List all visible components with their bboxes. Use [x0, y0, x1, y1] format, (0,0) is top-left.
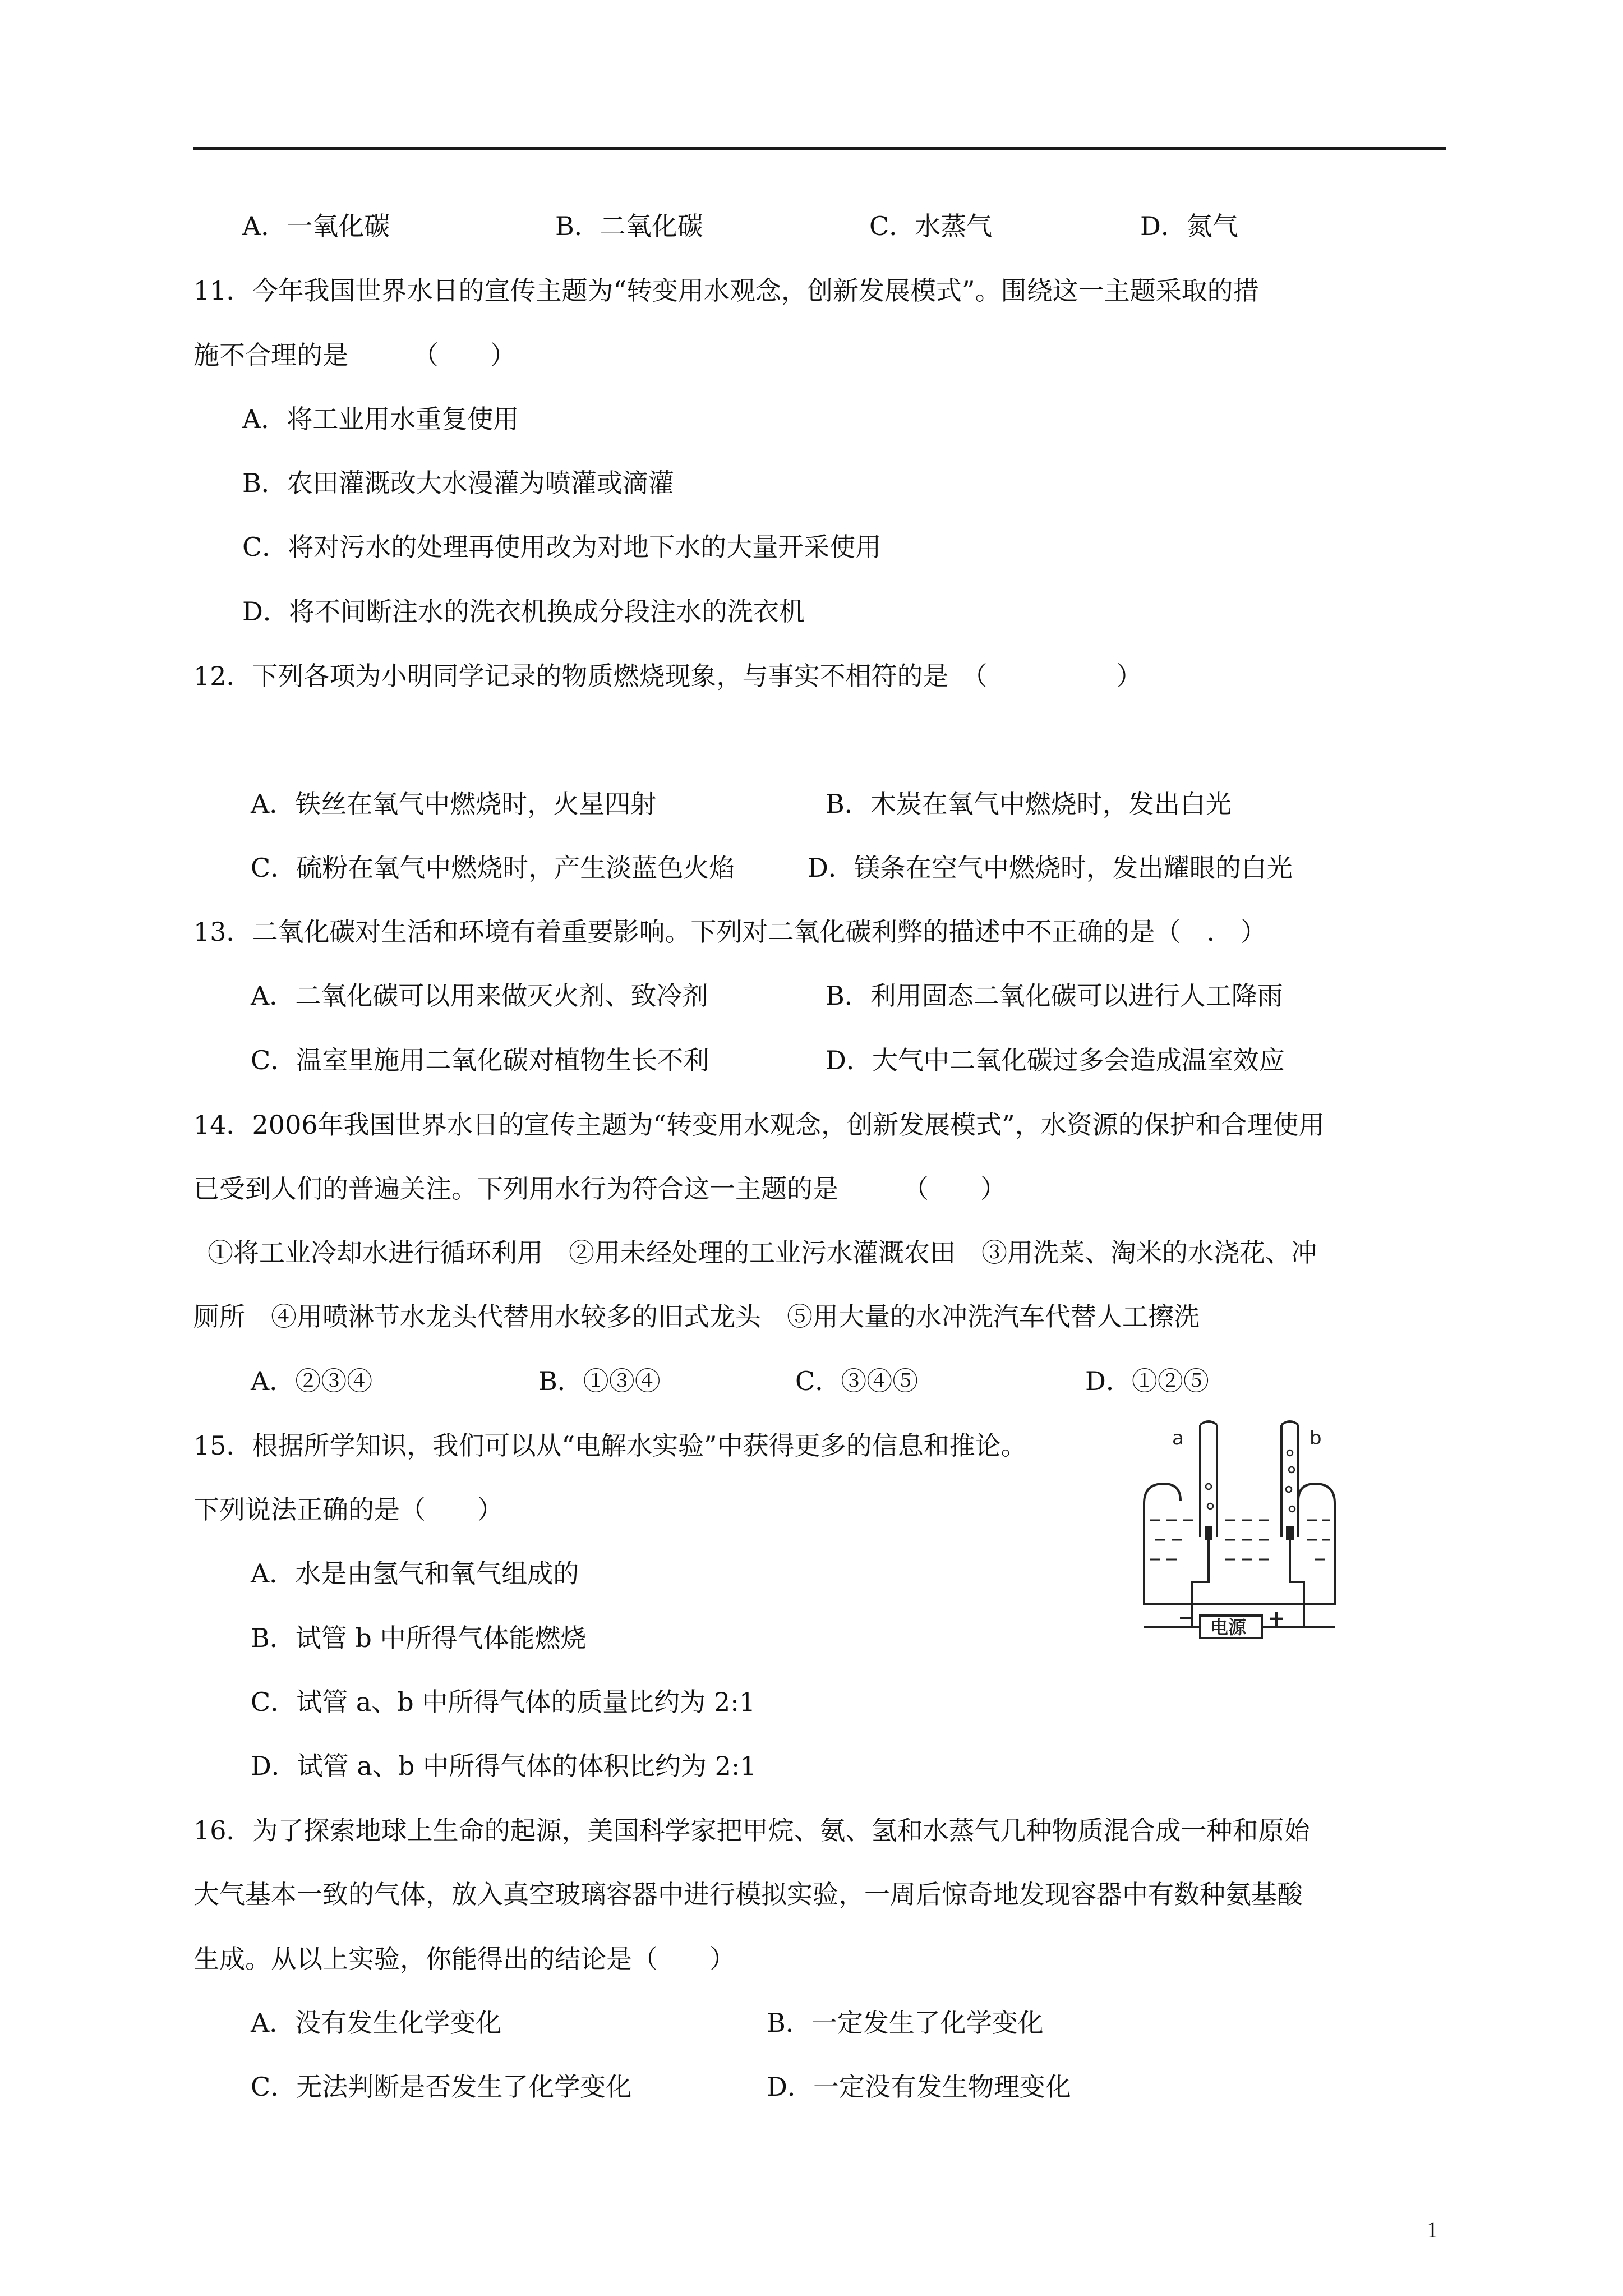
q15-option-b: B．试管 b 中所得气体能燃烧 [251, 1623, 587, 1653]
page-number: 1 [1427, 2217, 1438, 2242]
q16-option-a: A．没有发生化学变化 [251, 2008, 502, 2038]
q14-items-line1: ①将工业冷却水进行循环利用 ②用未经处理的工业污水灌溉农田 ③用洗菜、淘米的水浇花、冲 [208, 1237, 1317, 1268]
q11-option-c: C．将对污水的处理再使用改为对地下水的大量开采使用 [242, 532, 882, 562]
q15-stem-line1: 15．根据所学知识，我们可以从“电解水实验”中获得更多的信息和推论。 [193, 1430, 1027, 1461]
tube-b-label: b [1310, 1427, 1322, 1450]
electrode-b [1286, 1526, 1294, 1540]
q10-option-c: C．水蒸气 [869, 211, 993, 241]
wire-right [1290, 1537, 1304, 1627]
q10-option-d: D．氮气 [1140, 211, 1238, 241]
q14-option-c: C．③④⑤ [795, 1366, 919, 1396]
q16-stem-line1: 16．为了探索地球上生命的起源，美国科学家把甲烷、氨、氢和水蒸气几种物质混合成一种和原始 [193, 1815, 1310, 1846]
q16-option-d: D．一定没有发生物理变化 [767, 2072, 1071, 2102]
tube-a [1200, 1421, 1217, 1537]
electrolysis-apparatus-diagram [1133, 1419, 1346, 1644]
q12-option-c: C．硫粉在氧气中燃烧时，产生淡蓝色火焰 [251, 853, 735, 883]
header-rule [193, 147, 1446, 150]
electrode-a [1205, 1526, 1212, 1540]
vessel-outline [1144, 1503, 1335, 1604]
q15-option-d: D．试管 a、b 中所得气体的体积比约为 2:1 [251, 1751, 757, 1781]
q16-stem-line3: 生成。从以上实验，你能得出的结论是（ ） [193, 1944, 735, 1974]
q14-option-b: B．①③④ [538, 1366, 661, 1396]
positive-terminal-sign: + [1267, 1606, 1285, 1631]
q16-option-c: C．无法判断是否发生了化学变化 [251, 2072, 632, 2102]
negative-terminal-sign: − [1178, 1605, 1196, 1630]
q15-option-a: A．水是由氢气和氧气组成的 [251, 1558, 579, 1589]
q11-stem-line2: 施不合理的是 （ ） [193, 340, 516, 370]
q13-option-d: D．大气中二氧化碳过多会造成温室效应 [826, 1045, 1285, 1075]
q13-option-a: A．二氧化碳可以用来做灭火剂、致冷剂 [251, 981, 708, 1011]
q13-option-b: B．利用固态二氧化碳可以进行人工降雨 [826, 981, 1283, 1011]
q16-option-b: B．一定发生了化学变化 [767, 2008, 1044, 2038]
water-surface [1150, 1520, 1330, 1559]
q15-stem-line2: 下列说法正确的是（ ） [193, 1494, 503, 1525]
q12-option-b: B．木炭在氧气中燃烧时，发出白光 [826, 789, 1232, 819]
q14-option-a: A．②③④ [251, 1366, 373, 1396]
q14-stem-line2: 已受到人们的普遍关注。下列用水行为符合这一主题的是 （ ） [193, 1174, 1006, 1204]
q12-option-d: D．镁条在空气中燃烧时，发出耀眼的白光 [808, 853, 1293, 883]
tube-a-label: a [1172, 1427, 1184, 1450]
q11-option-a: A．将工业用水重复使用 [242, 404, 519, 434]
q14-stem-line1: 14．2006年我国世界水日的宣传主题为“转变用水观念，创新发展模式”，水资源的保护和合理使用 [193, 1110, 1325, 1140]
q11-option-b: B．农田灌溉改大水漫灌为喷灌或滴灌 [242, 468, 674, 498]
q10-option-a: A．一氧化碳 [242, 211, 390, 241]
q14-items-line2: 厕所 ④用喷淋节水龙头代替用水较多的旧式龙头 ⑤用大量的水冲洗汽车代替人工擦洗 [193, 1301, 1200, 1332]
q10-option-b: B．二氧化碳 [555, 211, 703, 241]
q11-option-d: D．将不间断注水的洗衣机换成分段注水的洗衣机 [242, 596, 805, 627]
power-supply-label: 电源 [1210, 1617, 1247, 1638]
tube-b [1281, 1421, 1298, 1537]
q13-stem: 13．二氧化碳对生活和环境有着重要影响。下列对二氧化碳利弊的描述中不正确的是（ . ） [193, 917, 1267, 947]
q16-stem-line2: 大气基本一致的气体，放入真空玻璃容器中进行模拟实验，一周后惊奇地发现容器中有数种氨基酸 [193, 1879, 1303, 1910]
q12-stem: 12．下列各项为小明同学记录的物质燃烧现象，与事实不相符的是 （ ） [193, 661, 1142, 691]
q12-option-a: A．铁丝在氧气中燃烧时，火星四射 [251, 789, 657, 819]
q13-option-c: C．温室里施用二氧化碳对植物生长不利 [251, 1045, 709, 1075]
q11-stem-line1: 11．今年我国世界水日的宣传主题为“转变用水观念，创新发展模式”。围绕这一主题采取的措 [193, 275, 1259, 306]
vessel-left-lip [1144, 1484, 1181, 1503]
q15-option-c: C．试管 a、b 中所得气体的质量比约为 2:1 [251, 1687, 755, 1717]
q14-option-d: D．①②⑤ [1085, 1366, 1209, 1396]
vessel-right-lip [1298, 1484, 1335, 1503]
